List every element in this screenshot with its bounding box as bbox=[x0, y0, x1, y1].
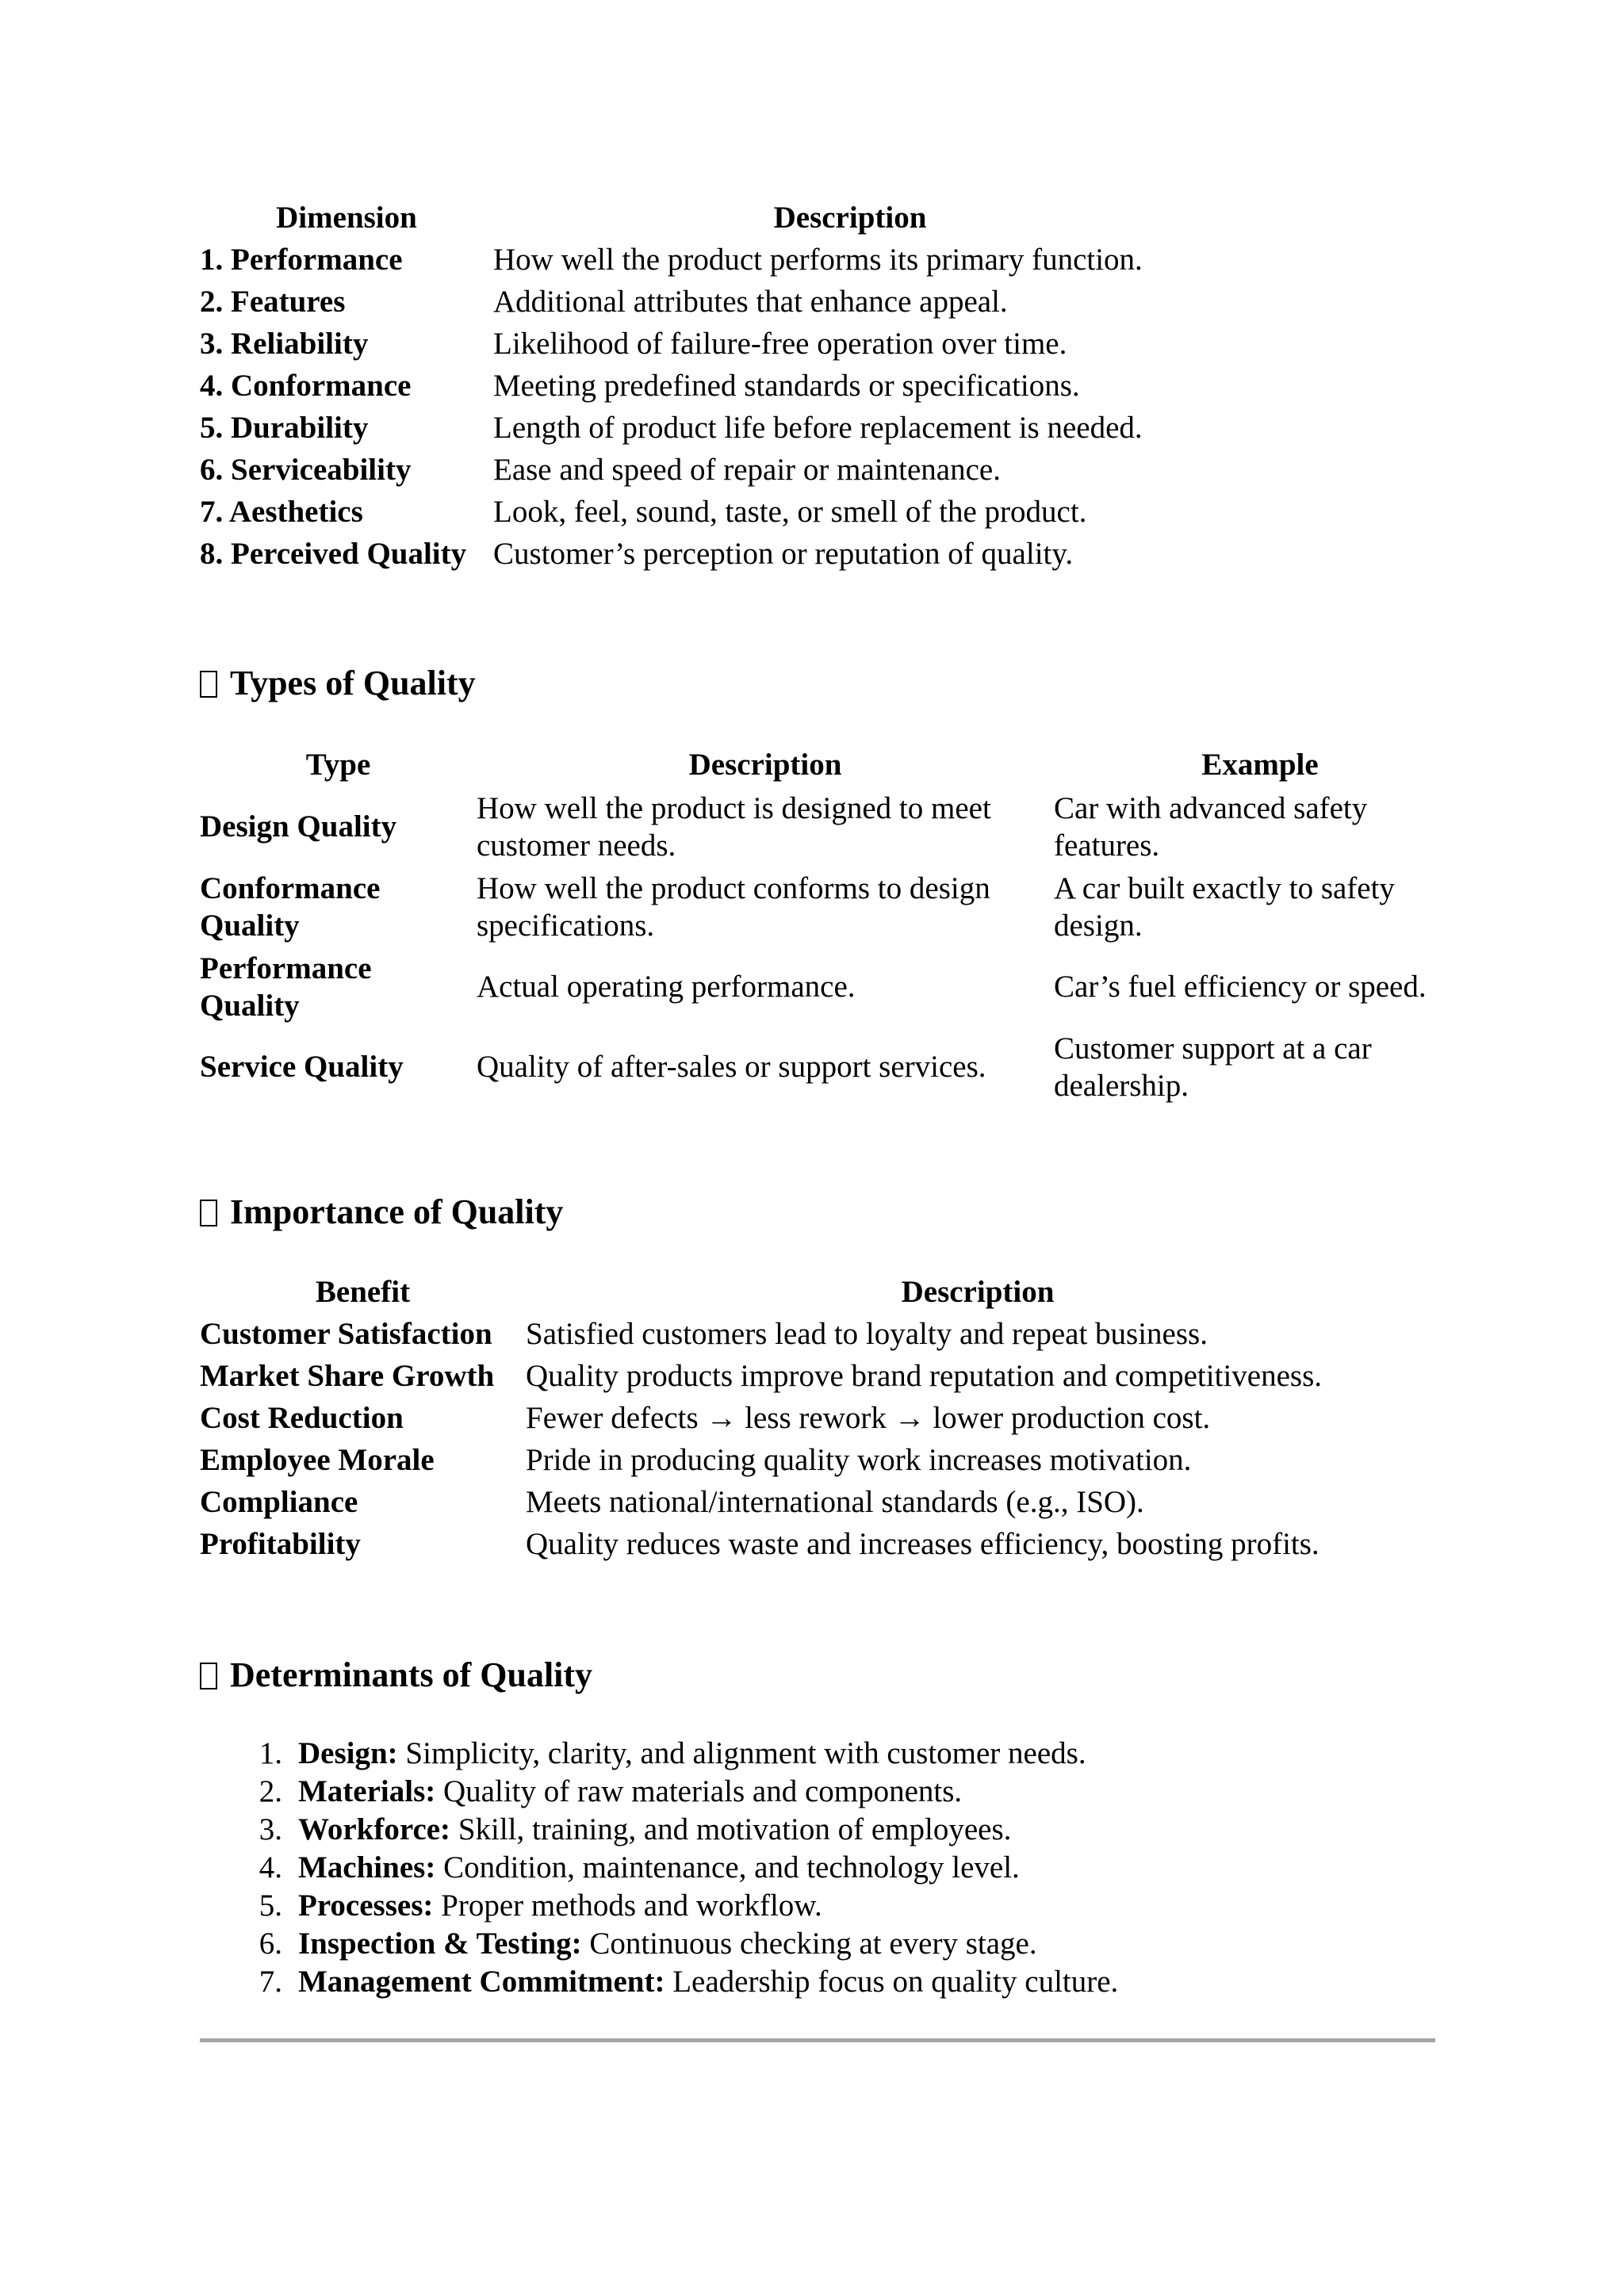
list-term: Inspection & Testing: bbox=[298, 1927, 582, 1961]
table-row bbox=[200, 491, 1207, 533]
example-cell: Car’s fuel efficiency or speed. bbox=[1054, 970, 1427, 1004]
table-header-row bbox=[200, 1271, 1430, 1313]
list-item bbox=[200, 1773, 1118, 1811]
table-header-row bbox=[200, 742, 1466, 786]
description-cell: Look, feel, sound, taste, or smell of the product. bbox=[493, 495, 1087, 529]
column-header: Example bbox=[1201, 747, 1319, 782]
list-number: 5. bbox=[259, 1888, 282, 1923]
list-term: Materials: bbox=[298, 1774, 436, 1808]
table-row bbox=[200, 1439, 1430, 1481]
missing-glyph-icon bbox=[200, 1200, 217, 1226]
description-cell: Quality reduces waste and increases efficiency, boosting profits. bbox=[526, 1527, 1320, 1561]
table-row bbox=[200, 867, 1466, 947]
column-header: Benefit bbox=[315, 1275, 411, 1309]
missing-glyph-icon bbox=[200, 671, 217, 698]
dimensions-table bbox=[200, 197, 1207, 575]
description-cell: How well the product performs its primary function. bbox=[493, 243, 1143, 277]
list-item bbox=[200, 1735, 1118, 1773]
table-header-row bbox=[200, 197, 1207, 239]
list-text: Proper methods and workflow. bbox=[433, 1888, 822, 1923]
list-term: Workforce: bbox=[298, 1812, 451, 1846]
list-item bbox=[200, 1963, 1118, 2001]
section-heading-text: Types of Quality bbox=[230, 664, 476, 702]
list-term: Design: bbox=[298, 1736, 398, 1770]
table-row bbox=[200, 281, 1207, 323]
description-cell: Length of product life before replacement is needed. bbox=[493, 411, 1143, 445]
description-cell: Actual operating performance. bbox=[477, 970, 856, 1004]
dimension-cell: 6. Serviceability bbox=[200, 453, 412, 487]
description-cell: Meeting predefined standards or specifications. bbox=[493, 369, 1080, 403]
table-row bbox=[200, 449, 1207, 491]
list-item bbox=[200, 1849, 1118, 1887]
example-cell: Car with advanced safety features. bbox=[1054, 790, 1368, 863]
benefit-cell: Cost Reduction bbox=[200, 1401, 404, 1435]
dimension-cell: 1. Performance bbox=[200, 243, 403, 277]
list-text: Simplicity, clarity, and alignment with customer needs. bbox=[397, 1736, 1086, 1770]
example-cell: Customer support at a car dealership. bbox=[1054, 1031, 1372, 1103]
example-cell: A car built exactly to safety design. bbox=[1054, 871, 1395, 943]
dimension-cell: 2. Features bbox=[200, 285, 346, 319]
table-row bbox=[200, 365, 1207, 407]
section-heading-importance bbox=[200, 1192, 563, 1233]
table-row bbox=[200, 1523, 1430, 1565]
column-header: Description bbox=[901, 1275, 1055, 1309]
list-term: Processes: bbox=[298, 1888, 434, 1923]
list-text: Quality of raw materials and components. bbox=[435, 1774, 963, 1808]
table-row bbox=[200, 407, 1207, 449]
dimension-cell: 7. Aesthetics bbox=[200, 495, 363, 529]
table-row bbox=[200, 1355, 1430, 1397]
benefits-table bbox=[200, 1271, 1430, 1565]
column-header: Type bbox=[305, 747, 371, 782]
list-item bbox=[200, 1925, 1118, 1963]
type-cell: Design Quality bbox=[200, 809, 397, 844]
missing-glyph-icon bbox=[200, 1663, 217, 1689]
table-row bbox=[200, 1481, 1430, 1523]
description-cell: Customer’s perception or reputation of quality. bbox=[493, 537, 1074, 571]
dimension-cell: 4. Conformance bbox=[200, 369, 412, 403]
type-cell: Conformance Quality bbox=[200, 871, 381, 943]
table-row bbox=[200, 1397, 1430, 1439]
dimension-cell: 8. Perceived Quality bbox=[200, 537, 467, 571]
type-cell: Service Quality bbox=[200, 1050, 404, 1084]
list-number: 2. bbox=[259, 1774, 282, 1808]
benefit-cell: Employee Morale bbox=[200, 1443, 435, 1477]
benefit-cell: Market Share Growth bbox=[200, 1359, 495, 1393]
horizontal-rule bbox=[200, 2038, 1435, 2042]
section-heading-text: Determinants of Quality bbox=[230, 1655, 593, 1694]
description-cell: Satisfied customers lead to loyalty and repeat business. bbox=[526, 1317, 1208, 1351]
description-cell: Meets national/international standards (e.g., ISO). bbox=[526, 1485, 1144, 1519]
list-number: 7. bbox=[259, 1965, 282, 1999]
list-text: Leadership focus on quality culture. bbox=[665, 1965, 1119, 1999]
description-cell: Pride in producing quality work increases motivation. bbox=[526, 1443, 1192, 1477]
table-row bbox=[200, 1027, 1466, 1107]
list-text: Continuous checking at every stage. bbox=[581, 1927, 1037, 1961]
list-term: Machines: bbox=[298, 1850, 436, 1885]
list-item bbox=[200, 1887, 1118, 1925]
description-cell: Quality products improve brand reputation and competitiveness. bbox=[526, 1359, 1323, 1393]
determinants-list bbox=[200, 1735, 1118, 2001]
table-row bbox=[200, 1313, 1430, 1355]
list-text: Skill, training, and motivation of employees. bbox=[450, 1812, 1012, 1846]
list-number: 6. bbox=[259, 1927, 282, 1961]
column-header: Description bbox=[773, 201, 927, 235]
section-heading-determinants bbox=[200, 1655, 592, 1696]
description-cell: Additional attributes that enhance appeal. bbox=[493, 285, 1008, 319]
column-header: Dimension bbox=[276, 201, 417, 235]
dimension-cell: 3. Reliability bbox=[200, 327, 369, 361]
table-row bbox=[200, 533, 1207, 575]
table-row bbox=[200, 323, 1207, 365]
table-row bbox=[200, 239, 1207, 281]
table-row bbox=[200, 947, 1466, 1027]
list-number: 3. bbox=[259, 1812, 282, 1846]
list-item bbox=[200, 1811, 1118, 1849]
list-number: 4. bbox=[259, 1850, 282, 1885]
benefit-cell: Compliance bbox=[200, 1485, 358, 1519]
description-cell: Fewer defects → less rework → lower production cost. bbox=[526, 1401, 1211, 1435]
description-cell: Likelihood of failure-free operation over time. bbox=[493, 327, 1067, 361]
description-cell: How well the product conforms to design specifications. bbox=[477, 871, 990, 943]
description-cell: Ease and speed of repair or maintenance. bbox=[493, 453, 1001, 487]
list-term: Management Commitment: bbox=[298, 1965, 665, 1999]
types-table bbox=[200, 742, 1466, 1107]
section-heading-types bbox=[200, 663, 476, 704]
dimension-cell: 5. Durability bbox=[200, 411, 369, 445]
list-text: Condition, maintenance, and technology level. bbox=[435, 1850, 1020, 1885]
benefit-cell: Profitability bbox=[200, 1527, 361, 1561]
table-row bbox=[200, 786, 1466, 867]
list-number: 1. bbox=[259, 1736, 282, 1770]
section-heading-text: Importance of Quality bbox=[230, 1192, 564, 1231]
benefit-cell: Customer Satisfaction bbox=[200, 1317, 492, 1351]
description-cell: How well the product is designed to meet customer needs. bbox=[477, 790, 991, 863]
description-cell: Quality of after-sales or support services. bbox=[477, 1050, 986, 1084]
column-header: Description bbox=[688, 747, 842, 782]
type-cell: Performance Quality bbox=[200, 951, 372, 1023]
